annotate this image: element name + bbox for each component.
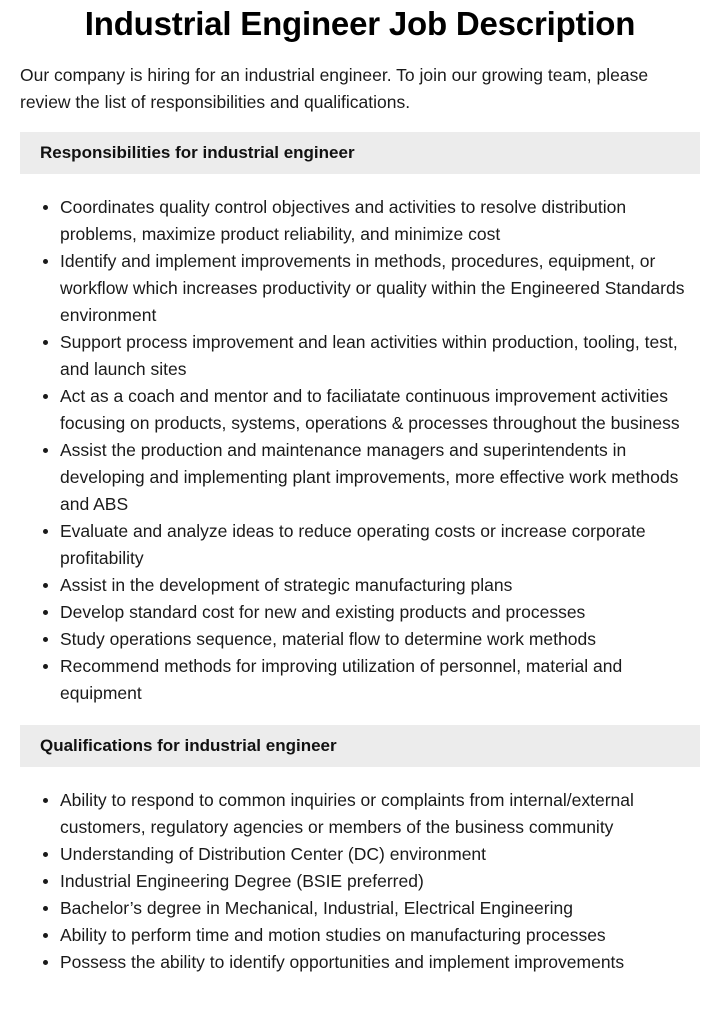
page-title: Industrial Engineer Job Description [84,5,636,42]
bullet-icon [43,637,48,642]
bullet-icon [43,340,48,345]
list-item: Recommend methods for improving utilization of personnel, material and equipment [60,653,700,707]
qualifications-list [20,787,700,976]
bullet-icon [43,664,48,669]
list-item: Ability to perform time and motion studies on manufacturing processes [60,922,700,949]
bullet-icon [43,448,48,453]
list-item: Understanding of Distribution Center (DC) environment [60,841,700,868]
list-item: Identify and implement improvements in methods, procedures, equipment, or workflow which increases productivity or quality within the Engineered Standards environment [60,248,700,329]
bullet-icon [43,583,48,588]
responsibilities-heading: Responsibilities for industrial engineer [20,132,700,174]
bullet-icon [43,529,48,534]
list-item: Coordinates quality control objectives and activities to resolve distribution problems, maximize product reliability, and minimize cost [60,194,700,248]
bullet-icon [43,852,48,857]
list-item: Ability to respond to common inquiries or complaints from internal/external customers, regulatory agencies or members of the business community [60,787,700,841]
bullet-icon [43,259,48,264]
bullet-icon [43,798,48,803]
bullet-icon [43,960,48,965]
qualifications-heading: Qualifications for industrial engineer [20,725,700,767]
list-item: Act as a coach and mentor and to faciliatate continuous improvement activities focusing on products, systems, operations & processes throughout the business [60,383,700,437]
list-item: Study operations sequence, material flow to determine work methods [60,626,700,653]
bullet-icon [43,610,48,615]
list-item: Develop standard cost for new and existing products and processes [60,599,700,626]
bullet-icon [43,879,48,884]
list-item: Support process improvement and lean activities within production, tooling, test, and launch sites [60,329,700,383]
list-item: Assist in the development of strategic manufacturing plans [60,572,700,599]
list-item: Assist the production and maintenance managers and superintendents in developing and implementing plant improvements, more effective work methods and ABS [60,437,700,518]
bullet-icon [43,205,48,210]
list-item: Industrial Engineering Degree (BSIE preferred) [60,868,700,895]
list-item: Bachelor’s degree in Mechanical, Industrial, Electrical Engineering [60,895,700,922]
bullet-icon [43,933,48,938]
bullet-icon [43,906,48,911]
list-item: Evaluate and analyze ideas to reduce operating costs or increase corporate profitability [60,518,700,572]
responsibilities-list [20,194,700,707]
list-item: Possess the ability to identify opportunities and implement improvements [60,949,700,976]
intro-paragraph: Our company is hiring for an industrial engineer. To join our growing team, please review the list of responsibilities and qualifications. [20,65,649,112]
bullet-icon [43,394,48,399]
